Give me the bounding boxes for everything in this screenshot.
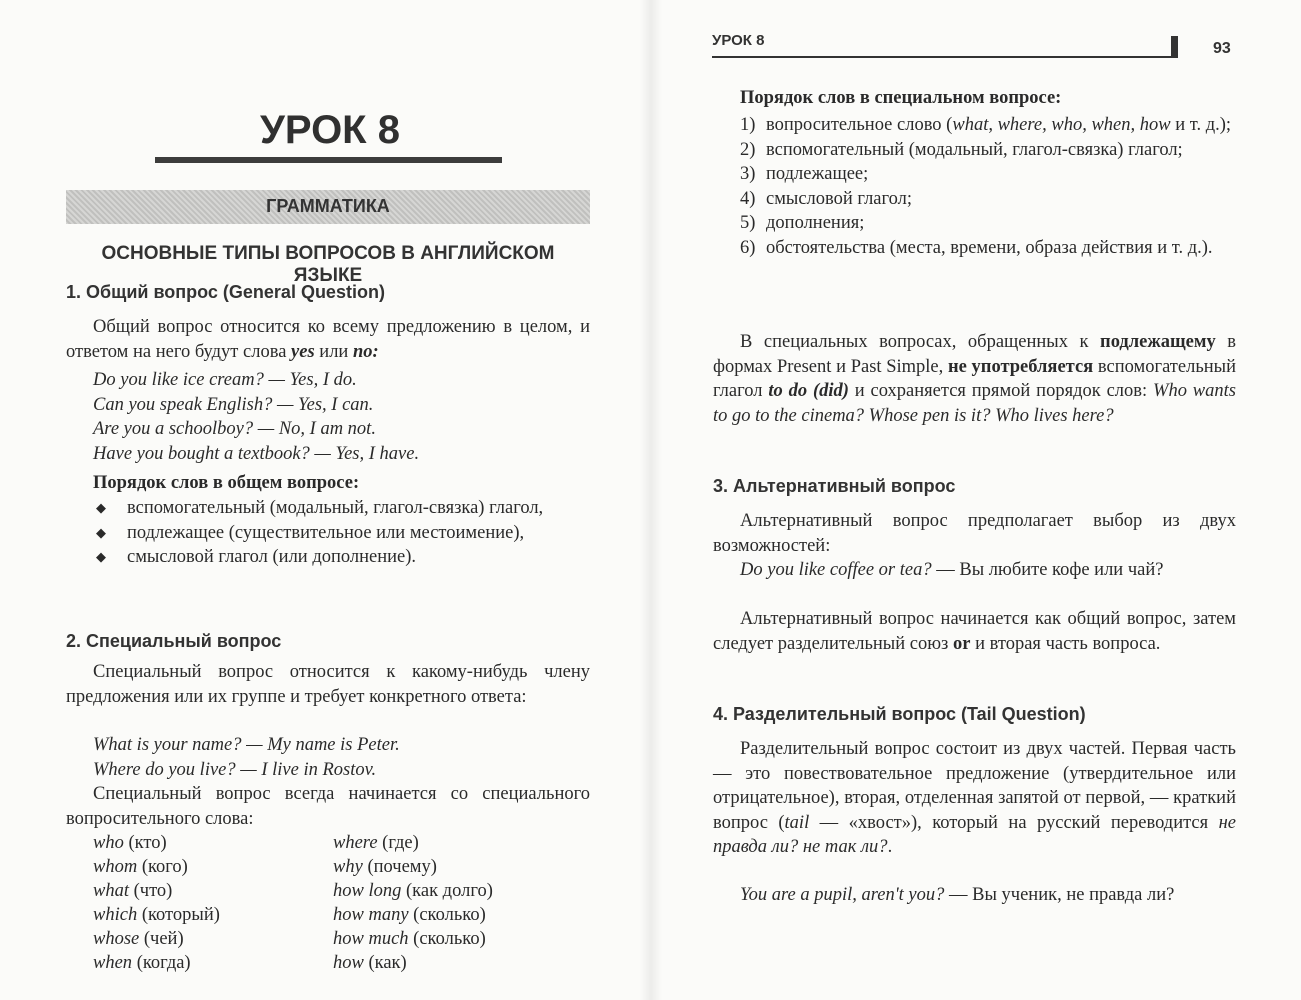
tail-paragraph: Разделительный вопрос состоит из двух частей. Первая часть — это повествовательное предложение (утвердительное или отрицательное), вторая, отделенная запятой от первой, — краткий вопрос (tail — «хвост»), который на русский переводится не правда ли? не так ли?. bbox=[713, 739, 1236, 857]
general-order-heading: Порядок слов в общем вопросе: bbox=[93, 473, 360, 493]
list-item: ◆ смысловой глагол (или дополнение). bbox=[93, 545, 590, 570]
keyword-yes: yes bbox=[291, 341, 315, 362]
tail-question-heading: 4. Разделительный вопрос (Tail Question) bbox=[713, 704, 1086, 724]
header-marker bbox=[1171, 36, 1178, 58]
list-item: 6) обстоятельства (места, времени, образа действия и т. д.). bbox=[740, 237, 1213, 258]
table-row: which (который) how many (сколько) bbox=[93, 905, 486, 925]
lesson-title: УРОК 8 bbox=[260, 108, 400, 152]
example-line: Can you speak English? — Yes, I can. bbox=[93, 394, 374, 415]
table-row: when (когда) how (как) bbox=[93, 953, 407, 973]
main-heading: ОСНОВНЫЕ ТИПЫ ВОПРОСОВ В АНГЛИЙСКОМ ЯЗЫКЕ bbox=[101, 243, 555, 286]
example-line: Do you like ice cream? — Yes, I do. bbox=[93, 370, 357, 390]
table-row: whose (чей) how much (сколько) bbox=[93, 929, 486, 949]
table-row: what (что) how long (как долго) bbox=[93, 881, 493, 901]
page-number: 93 bbox=[1213, 40, 1231, 57]
example-line: Where do you live? — I live in Rostov. bbox=[93, 759, 377, 780]
list-item: 5) дополнения; bbox=[740, 213, 865, 233]
list-item: ◆ вспомогательный (модальный, глагол-связка) глагол, bbox=[93, 496, 590, 521]
list-item: 1) вопросительное слово (what, where, who, when, how и т. д.); bbox=[740, 115, 1232, 135]
list-item: ◆ подлежащее (существительное или местоимение), bbox=[93, 521, 590, 546]
example-line: Are you a schoolboy? — No, I am not. bbox=[93, 419, 376, 439]
general-question-heading: 1. Общий вопрос (General Question) bbox=[66, 282, 385, 302]
header-rule bbox=[712, 56, 1177, 58]
bullet-icon: ◆ bbox=[96, 524, 106, 540]
special-order-heading: Порядок слов в специальном вопросе: bbox=[740, 88, 1062, 108]
special-words-intro: Специальный вопрос всегда начинается со специального вопросительного слова: bbox=[66, 784, 590, 829]
list-item: 4) смысловой глагол; bbox=[740, 188, 913, 209]
paragraph-text: Общий вопрос относится ко всему предложению в целом, и ответом на него будут слова bbox=[66, 317, 590, 362]
alternative-paragraph-2: Альтернативный вопрос начинается как общий вопрос, затем следует разделительный союз or и вторая часть вопроса. bbox=[713, 609, 1236, 654]
general-examples bbox=[93, 368, 593, 466]
special-examples bbox=[93, 733, 593, 782]
alternative-question-heading: 3. Альтернативный вопрос bbox=[713, 476, 956, 496]
special-order-list bbox=[740, 113, 1236, 260]
special-question-heading: 2. Специальный вопрос bbox=[66, 631, 282, 651]
title-underline bbox=[155, 157, 502, 163]
general-order-list bbox=[93, 496, 590, 570]
keyword-no: no: bbox=[352, 341, 379, 362]
special-note-paragraph: В специальных вопросах, обращенных к подлежащему в формах Present и Past Simple, не употребляется вспомогательный глагол to do (did) и сохраняется прямой порядок слов: Who wants to go to the cinema? Whose pen is it? Who lives here? bbox=[713, 332, 1236, 426]
alternative-example: Do you like coffee or tea? — Вы любите кофе или чай? bbox=[740, 560, 1164, 580]
right-page bbox=[650, 0, 1301, 1000]
example-line: Have you bought a textbook? — Yes, I have. bbox=[93, 443, 420, 464]
list-item: 2) вспомогательный (модальный, глагол-связка) глагол; bbox=[740, 139, 1183, 160]
example-line: What is your name? — My name is Peter. bbox=[93, 735, 400, 755]
table-row: who (кто) where (где) bbox=[93, 833, 419, 853]
list-item: 3) подлежащее; bbox=[740, 164, 869, 184]
section-label: ГРАММАТИКА bbox=[266, 196, 390, 216]
tail-example: You are a pupil, aren't you? — Вы ученик, не правда ли? bbox=[740, 885, 1175, 905]
running-header: УРОК 8 bbox=[712, 32, 765, 49]
table-row: whom (кого) why (почему) bbox=[93, 857, 437, 877]
question-words-table bbox=[93, 831, 593, 975]
left-page bbox=[0, 0, 650, 1000]
special-question-paragraph: Специальный вопрос относится к какому-нибудь члену предложения или их группе и требует конкретного ответа: bbox=[66, 662, 590, 707]
bullet-icon: ◆ bbox=[96, 500, 106, 515]
general-question-paragraph bbox=[66, 315, 590, 364]
alternative-paragraph: Альтернативный вопрос предполагает выбор из двух возможностей: bbox=[713, 511, 1236, 556]
bullet-icon: ◆ bbox=[96, 549, 106, 564]
paragraph-text: или bbox=[314, 341, 353, 362]
